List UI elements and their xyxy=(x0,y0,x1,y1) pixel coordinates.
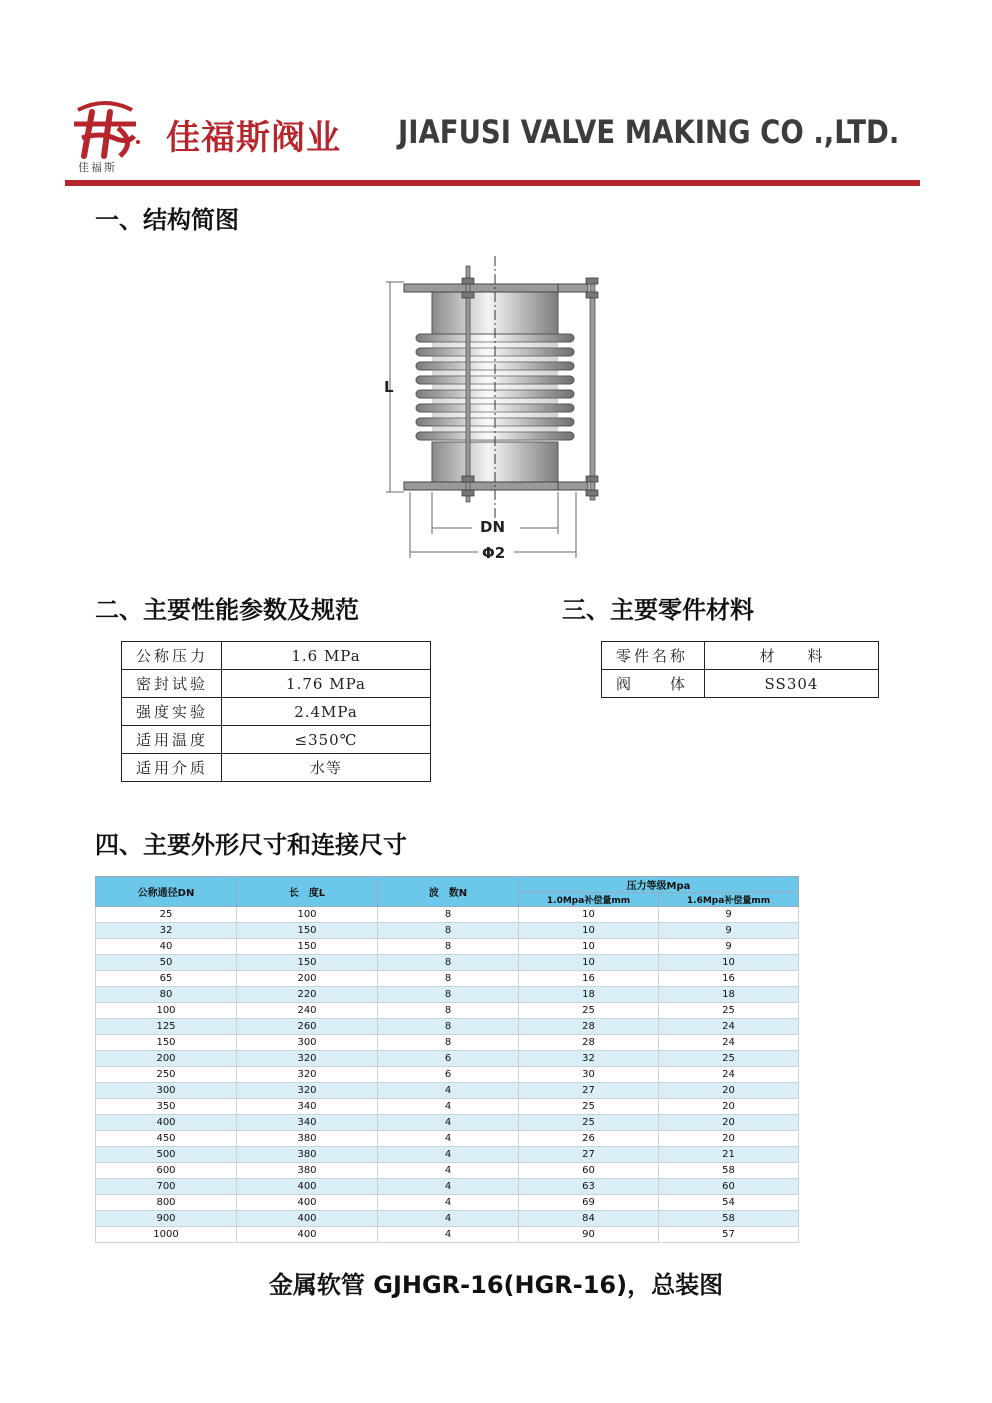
cell-waves: 8 xyxy=(378,907,519,923)
cell-comp-16: 21 xyxy=(659,1147,799,1163)
cell-dn: 400 xyxy=(96,1115,237,1131)
cell-length: 340 xyxy=(237,1115,378,1131)
cell-comp-10: 25 xyxy=(519,1099,659,1115)
cell-waves: 6 xyxy=(378,1067,519,1083)
cell-dn: 100 xyxy=(96,1003,237,1019)
section-title-materials: 三、主要零件材料 xyxy=(562,596,754,624)
cell-comp-16: 54 xyxy=(659,1195,799,1211)
cell-comp-16: 24 xyxy=(659,1067,799,1083)
cell-comp-10: 27 xyxy=(519,1147,659,1163)
table-row xyxy=(96,955,799,971)
cell-dn: 250 xyxy=(96,1067,237,1083)
table-row xyxy=(96,1019,799,1035)
cell-comp-10: 27 xyxy=(519,1083,659,1099)
cell-waves: 8 xyxy=(378,923,519,939)
cell-comp-16: 16 xyxy=(659,971,799,987)
cell-length: 320 xyxy=(237,1067,378,1083)
param-value: 2.4MPa xyxy=(222,698,431,726)
table-row xyxy=(96,1131,799,1147)
cell-length: 200 xyxy=(237,971,378,987)
cell-length: 320 xyxy=(237,1051,378,1067)
cell-waves: 8 xyxy=(378,1003,519,1019)
cell-waves: 8 xyxy=(378,1019,519,1035)
material-value: SS304 xyxy=(705,670,879,698)
header-waves: 波 数N xyxy=(378,877,519,907)
param-name: 适用温度 xyxy=(122,726,222,754)
cell-comp-10: 26 xyxy=(519,1131,659,1147)
table-row xyxy=(96,1051,799,1067)
cell-waves: 4 xyxy=(378,1083,519,1099)
table-row xyxy=(96,987,799,1003)
table-row xyxy=(96,1083,799,1099)
cell-waves: 4 xyxy=(378,1147,519,1163)
table-row xyxy=(96,939,799,955)
cell-comp-16: 20 xyxy=(659,1099,799,1115)
param-name: 公称压力 xyxy=(122,642,222,670)
material-header: 材 料 xyxy=(705,642,879,670)
cell-comp-16: 25 xyxy=(659,1003,799,1019)
cell-comp-10: 63 xyxy=(519,1179,659,1195)
cell-dn: 40 xyxy=(96,939,237,955)
part-name: 阀 体 xyxy=(602,670,705,698)
materials-table xyxy=(601,641,879,698)
cell-comp-16: 24 xyxy=(659,1035,799,1051)
cell-comp-16: 18 xyxy=(659,987,799,1003)
cell-comp-16: 24 xyxy=(659,1019,799,1035)
table-row xyxy=(602,670,879,698)
table-row xyxy=(96,1195,799,1211)
table-row xyxy=(122,698,431,726)
cell-waves: 4 xyxy=(378,1163,519,1179)
cell-waves: 4 xyxy=(378,1179,519,1195)
cell-dn: 800 xyxy=(96,1195,237,1211)
cell-waves: 8 xyxy=(378,955,519,971)
cell-dn: 32 xyxy=(96,923,237,939)
cell-comp-10: 30 xyxy=(519,1067,659,1083)
cell-length: 400 xyxy=(237,1227,378,1243)
cell-comp-16: 20 xyxy=(659,1083,799,1099)
cell-dn: 600 xyxy=(96,1163,237,1179)
cell-comp-10: 28 xyxy=(519,1019,659,1035)
cell-comp-10: 60 xyxy=(519,1163,659,1179)
table-row xyxy=(96,1003,799,1019)
expansion-joint-diagram xyxy=(380,252,610,568)
cell-waves: 8 xyxy=(378,1035,519,1051)
cell-comp-10: 10 xyxy=(519,907,659,923)
cell-comp-10: 25 xyxy=(519,1003,659,1019)
param-name: 强度实验 xyxy=(122,698,222,726)
cell-waves: 4 xyxy=(378,1211,519,1227)
cell-length: 380 xyxy=(237,1147,378,1163)
cell-length: 320 xyxy=(237,1083,378,1099)
cell-comp-16: 20 xyxy=(659,1131,799,1147)
cell-length: 400 xyxy=(237,1211,378,1227)
cell-comp-16: 58 xyxy=(659,1211,799,1227)
cell-waves: 4 xyxy=(378,1131,519,1147)
cell-dn: 700 xyxy=(96,1179,237,1195)
cell-comp-10: 18 xyxy=(519,987,659,1003)
cell-comp-16: 58 xyxy=(659,1163,799,1179)
part-name-header: 零件名称 xyxy=(602,642,705,670)
label-dn: DN xyxy=(480,518,506,536)
table-row xyxy=(96,1035,799,1051)
cell-comp-16: 9 xyxy=(659,907,799,923)
param-value: ≤350℃ xyxy=(222,726,431,754)
label-phi2: Φ2 xyxy=(482,544,506,562)
cell-waves: 8 xyxy=(378,939,519,955)
header-dn: 公称通径DN xyxy=(96,877,237,907)
header-pressure-group: 压力等级Mpa xyxy=(519,877,799,893)
cell-dn: 150 xyxy=(96,1035,237,1051)
cell-comp-16: 57 xyxy=(659,1227,799,1243)
cell-dn: 50 xyxy=(96,955,237,971)
cell-length: 150 xyxy=(237,939,378,955)
cell-waves: 8 xyxy=(378,971,519,987)
cell-comp-10: 10 xyxy=(519,939,659,955)
cell-dn: 25 xyxy=(96,907,237,923)
cell-waves: 4 xyxy=(378,1227,519,1243)
cell-comp-10: 69 xyxy=(519,1195,659,1211)
table-row xyxy=(96,1147,799,1163)
table-row xyxy=(96,1179,799,1195)
cell-waves: 4 xyxy=(378,1195,519,1211)
cell-comp-10: 16 xyxy=(519,971,659,987)
cell-comp-10: 32 xyxy=(519,1051,659,1067)
cell-comp-10: 10 xyxy=(519,955,659,971)
cell-length: 300 xyxy=(237,1035,378,1051)
param-name: 密封试验 xyxy=(122,670,222,698)
cell-comp-16: 9 xyxy=(659,923,799,939)
cell-waves: 8 xyxy=(378,987,519,1003)
dimensions-table xyxy=(95,876,799,1243)
brand-name-en: JIAFUSI VALVE MAKING CO .,LTD. xyxy=(398,113,900,151)
table-row xyxy=(122,726,431,754)
cell-waves: 6 xyxy=(378,1051,519,1067)
cell-dn: 500 xyxy=(96,1147,237,1163)
performance-table xyxy=(121,641,431,782)
cell-length: 400 xyxy=(237,1179,378,1195)
cell-length: 150 xyxy=(237,955,378,971)
cell-length: 100 xyxy=(237,907,378,923)
cell-comp-16: 10 xyxy=(659,955,799,971)
cell-dn: 125 xyxy=(96,1019,237,1035)
cell-dn: 350 xyxy=(96,1099,237,1115)
header-comp-10: 1.0Mpa补偿量mm xyxy=(519,893,659,907)
cell-dn: 200 xyxy=(96,1051,237,1067)
brand-name-cn: 佳福斯阀业 xyxy=(166,118,341,158)
param-value: 水等 xyxy=(222,754,431,782)
section-title-performance: 二、主要性能参数及规范 xyxy=(95,596,359,624)
cell-comp-10: 10 xyxy=(519,923,659,939)
cell-waves: 4 xyxy=(378,1115,519,1131)
cell-length: 240 xyxy=(237,1003,378,1019)
cell-comp-16: 20 xyxy=(659,1115,799,1131)
cell-length: 260 xyxy=(237,1019,378,1035)
section-title-dimensions: 四、主要外形尺寸和连接尺寸 xyxy=(95,831,407,859)
table-row xyxy=(122,754,431,782)
cell-length: 340 xyxy=(237,1099,378,1115)
header-length: 长 度L xyxy=(237,877,378,907)
table-row xyxy=(96,1163,799,1179)
table-row xyxy=(96,1067,799,1083)
cell-comp-10: 25 xyxy=(519,1115,659,1131)
section-title-structure: 一、结构简图 xyxy=(95,206,239,234)
param-value: 1.6 MPa xyxy=(222,642,431,670)
cell-comp-10: 28 xyxy=(519,1035,659,1051)
cell-comp-16: 25 xyxy=(659,1051,799,1067)
param-value: 1.76 MPa xyxy=(222,670,431,698)
cell-length: 220 xyxy=(237,987,378,1003)
cell-comp-10: 90 xyxy=(519,1227,659,1243)
cell-dn: 450 xyxy=(96,1131,237,1147)
label-l: L xyxy=(384,378,394,396)
cell-length: 380 xyxy=(237,1163,378,1179)
table-row xyxy=(96,1227,799,1243)
table-row xyxy=(122,670,431,698)
cell-length: 400 xyxy=(237,1195,378,1211)
cell-length: 150 xyxy=(237,923,378,939)
footer-title: 金属软管 GJHGR-16(HGR-16)，总装图 xyxy=(268,1271,724,1299)
cell-dn: 300 xyxy=(96,1083,237,1099)
cell-comp-16: 9 xyxy=(659,939,799,955)
table-row xyxy=(96,907,799,923)
header-divider xyxy=(65,180,920,186)
table-row xyxy=(122,642,431,670)
cell-dn: 65 xyxy=(96,971,237,987)
cell-comp-16: 60 xyxy=(659,1179,799,1195)
table-row xyxy=(96,971,799,987)
cell-dn: 80 xyxy=(96,987,237,1003)
cell-dn: 900 xyxy=(96,1211,237,1227)
table-row xyxy=(96,1099,799,1115)
header-comp-16: 1.6Mpa补偿量mm xyxy=(659,893,799,907)
table-row xyxy=(96,1115,799,1131)
table-row xyxy=(96,1211,799,1227)
cell-comp-10: 84 xyxy=(519,1211,659,1227)
table-row xyxy=(602,642,879,670)
logo-caption: 佳福斯 xyxy=(78,161,117,174)
table-row xyxy=(96,923,799,939)
param-name: 适用介质 xyxy=(122,754,222,782)
cell-waves: 4 xyxy=(378,1099,519,1115)
cell-dn: 1000 xyxy=(96,1227,237,1243)
cell-length: 380 xyxy=(237,1131,378,1147)
